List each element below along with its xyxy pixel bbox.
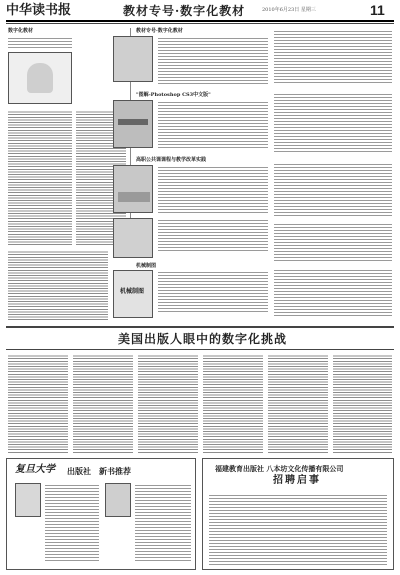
right-col-final-text <box>274 268 392 318</box>
multimedia-heading: 高职公共课课程与教学改革实践 <box>136 157 207 163</box>
page-number: 11 <box>370 2 385 18</box>
ps-heading: "图解-Photoshop CS3中文版" <box>136 92 211 98</box>
headline-article-col5 <box>268 354 328 454</box>
section-title: 教材专号·数字化教材 <box>123 4 246 18</box>
headline-rule-bottom <box>6 349 394 350</box>
article-heading-1: 教材专号·数字化教材 <box>136 28 183 34</box>
publisher-label: 出版社 <box>67 466 91 476</box>
multimedia-text <box>158 165 268 213</box>
right-col-lower-text <box>274 162 392 218</box>
recruit-ad <box>202 458 394 570</box>
headline-article-col3 <box>138 354 198 454</box>
headline-article-col4 <box>203 354 263 454</box>
main-headline: 美国出版人眼中的数字化挑战 <box>118 332 288 346</box>
article1-text <box>158 36 268 84</box>
book-cover-5-title: 机械制图 <box>120 288 145 295</box>
ps-article-text <box>158 100 268 150</box>
book-cover-3 <box>113 165 153 213</box>
mechanics-text <box>158 270 268 314</box>
col1-intro-text <box>8 36 72 48</box>
col1-body-text <box>8 110 72 245</box>
ad-book-cover <box>15 483 41 517</box>
col1-heading: 数字化教材 <box>8 28 34 34</box>
date-line: 2010年6月23日 星期三 <box>262 7 316 13</box>
mechanics-heading: 机械制图 <box>136 263 157 269</box>
col1-photo <box>8 52 72 104</box>
recruit-text <box>209 493 387 565</box>
col1-lower-text <box>8 250 108 320</box>
book-cover-1 <box>113 36 153 82</box>
book-cover-4 <box>113 218 153 258</box>
recruit-title: 招聘启事 <box>273 475 321 486</box>
book-cover-2 <box>113 100 153 148</box>
headline-article-col1 <box>8 354 68 454</box>
headline-rule-top <box>6 326 394 328</box>
fudan-ad <box>6 458 196 570</box>
masthead-thin-rule <box>6 23 394 24</box>
ad-book-cover-2 <box>105 483 131 517</box>
ad-text-2 <box>135 483 191 563</box>
company-name: 福建教育出版社 八本坊文化传播有限公司 <box>215 464 344 473</box>
paper-name: 中华读书报 <box>6 3 72 18</box>
book4-text <box>158 218 268 252</box>
headline-article-col6 <box>333 354 392 454</box>
masthead-rule <box>6 20 394 22</box>
right-col-mid-text <box>274 92 392 154</box>
ad-text-1 <box>45 483 99 563</box>
new-books-label: 新书推荐 <box>99 466 131 476</box>
book-cover-5 <box>113 270 153 318</box>
right-col-top-text <box>274 29 392 85</box>
right-col-bottom-text <box>274 222 392 262</box>
university-logo: 复旦大学 <box>15 464 55 475</box>
headline-article-col2 <box>73 354 133 454</box>
